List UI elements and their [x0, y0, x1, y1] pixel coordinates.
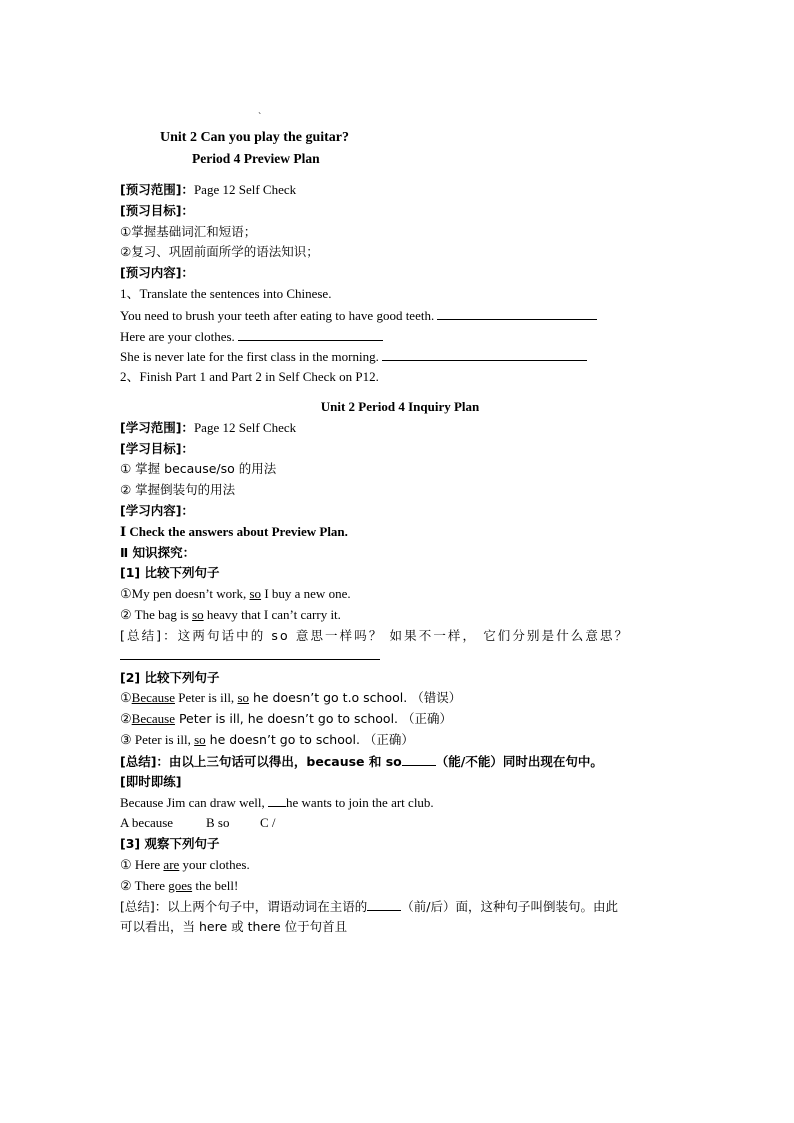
fill-blank[interactable] [367, 896, 401, 911]
section-1-sentence-b [120, 605, 680, 626]
text: I buy a new one. [261, 586, 351, 602]
text: your clothes. [179, 856, 250, 872]
part-1-heading: Ⅰ Check the answers about Preview Plan. [120, 523, 348, 539]
inquiry-goal-1: ① 掌握 because/so 的用法 [120, 461, 277, 477]
unit-title: Unit 2 Can you play the guitar? [160, 130, 350, 145]
underlined-word: Because [131, 711, 175, 727]
text: ①My pen doesn’t work, [120, 586, 250, 602]
text: ② There [120, 877, 169, 893]
sentence-text: Here are your clothes. [120, 328, 235, 344]
option-a[interactable]: A because [120, 815, 174, 831]
fill-blank[interactable] [402, 751, 436, 766]
option-c[interactable]: C / [260, 815, 276, 831]
preview-goal-2: ②复习、巩固前面所学的语法知识； [120, 244, 319, 260]
text: （前/后）面，这种句子叫倒装句。由此 [401, 899, 618, 915]
inquiry-goals-label: [学习目标]： [120, 440, 194, 456]
translate-sentence-1 [120, 305, 680, 326]
underlined-word: Because [131, 690, 175, 706]
sentence-text: She is never late for the first class in the morning. [120, 349, 379, 365]
document-body [120, 180, 680, 938]
preview-range-label: [预习范围]： [120, 182, 194, 197]
section-1-sentence-a [120, 584, 680, 605]
inquiry-title: Unit 2 Period 4 Inquiry Plan [320, 398, 480, 414]
preview-goals-label: [预习目标]： [120, 202, 194, 218]
text: ① Here [120, 856, 164, 872]
answer-blank[interactable] [437, 305, 597, 320]
preview-task-1: 1、Translate the sentences into Chinese. [120, 285, 332, 301]
preview-goal-1: ①掌握基础词汇和短语； [120, 223, 257, 239]
text: Peter is ill, [174, 690, 238, 706]
preview-task-2: 2、Finish Part 1 and Part 2 in Self Check on P12. [120, 369, 379, 385]
text: [总结]：以上两个句子中，谓语动词在主语的 [120, 899, 368, 915]
section-3-sentence-b [120, 876, 680, 897]
section-2-summary [120, 751, 680, 772]
text: the bell! [192, 877, 239, 893]
sentence-text: You need to brush your teeth after eating to have good teeth. [120, 307, 435, 323]
inquiry-goal-2: ② 掌握倒装句的用法 [120, 482, 236, 498]
section-2-sentence-b [120, 709, 680, 730]
option-b[interactable]: B so [206, 815, 230, 831]
part-2-heading: Ⅱ 知识探究： [120, 544, 196, 560]
preview-range [120, 180, 680, 201]
text: he doesn’t go to school. （正确） [205, 731, 414, 747]
text: [总结]：由以上三句话可以得出，because 和 so [120, 753, 402, 769]
translate-sentence-2 [120, 326, 680, 347]
underlined-word: are [163, 856, 180, 872]
answer-line[interactable] [120, 647, 680, 668]
text: he wants to join the art club. [286, 795, 434, 811]
text: he doesn’t go t.o school. （错误） [249, 690, 462, 706]
inquiry-range-label: [学习范围]： [120, 419, 194, 435]
section-3-title: [3] 观察下列句子 [120, 835, 220, 851]
inquiry-content-label: [学习内容]： [120, 502, 194, 518]
underlined-word: so [194, 731, 206, 747]
practice-options [120, 813, 680, 834]
text: ② The bag is [120, 606, 193, 622]
section-2-sentence-a [120, 688, 680, 709]
translate-sentence-3 [120, 346, 680, 367]
period-title: Period 4 Preview Plan [192, 151, 320, 166]
stray-mark: ` [258, 112, 262, 123]
section-1-summary: [总结]：这两句话中的 so 意思一样吗？ 如果不一样， 它们分别是什么意思？ [120, 627, 630, 643]
section-3-summary [120, 896, 680, 917]
section-2-sentence-c [120, 730, 680, 751]
practice-title: [即时即练] [120, 773, 182, 789]
text: Because Jim can draw well, [120, 795, 269, 811]
answer-blank[interactable] [238, 326, 383, 341]
underlined-word: so [192, 606, 204, 622]
underlined-word: goes [168, 877, 193, 893]
inquiry-range-value: Page 12 Self Check [193, 419, 297, 435]
section-2-title: [2] 比较下列句子 [120, 669, 220, 685]
underlined-word: so [249, 586, 262, 602]
text: （能/不能）同时出现在句中。 [435, 753, 603, 769]
fill-blank[interactable] [268, 792, 286, 807]
inquiry-range [120, 418, 680, 439]
text: Peter is ill, he doesn’t go to school. （正确） [174, 711, 452, 727]
practice-question [120, 792, 680, 813]
preview-content-label: [预习内容]： [120, 265, 194, 281]
number: ① [120, 690, 132, 706]
section-3-sentence-a [120, 855, 680, 876]
section-1-title: [1] 比较下列句子 [120, 565, 220, 581]
underlined-word: so [237, 690, 249, 706]
text: ③ Peter is ill, [120, 731, 195, 747]
number: ② [120, 711, 132, 727]
preview-range-value: Page 12 Self Check [193, 182, 297, 197]
answer-blank[interactable] [382, 346, 587, 361]
section-3-summary-line-2: 可以看出，当 here 或 there 位于句首且 [120, 919, 348, 935]
text: heavy that I can’t carry it. [203, 606, 341, 622]
